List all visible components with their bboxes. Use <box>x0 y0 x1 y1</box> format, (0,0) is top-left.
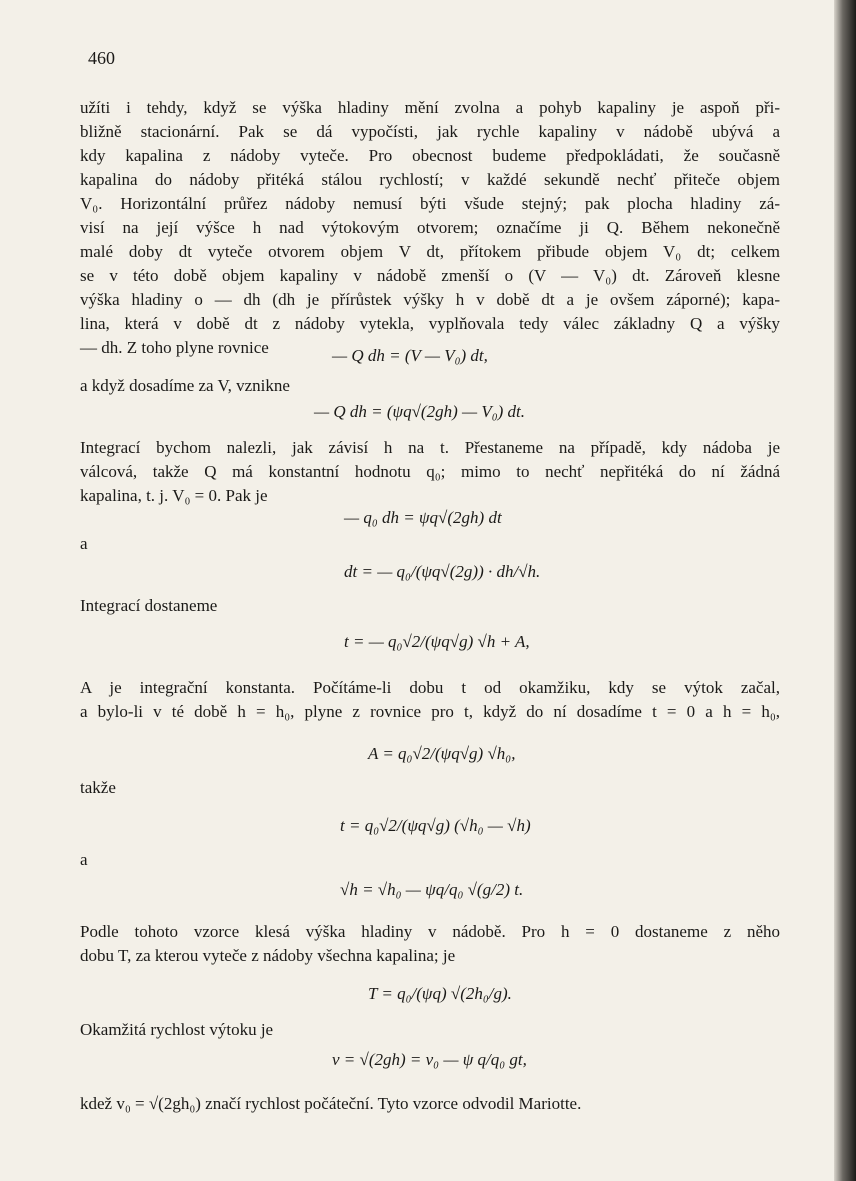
text-line: bližně stacionární. Pak se dá vypočísti, jak rychle kapaliny v nádobě ubývá a <box>80 122 780 141</box>
page-number: 460 <box>88 48 115 68</box>
equation-3: — q₀ dh = ψq√(2gh) dt <box>344 508 502 527</box>
text-line: Podle tohoto vzorce klesá výška hladiny v nádobě. Pro h = 0 dostaneme z něho <box>80 922 780 941</box>
text-line: a bylo-li v té době h = h₀, plyne z rovnice pro t, když do ní dosadíme t = 0 a h = h₀, <box>80 702 780 721</box>
equation-10: v = √(2gh) = v₀ — ψ q/q₀ gt, <box>332 1050 527 1069</box>
text-line: kdež v₀ = √(2gh₀) značí rychlost počáteční. Tyto vzorce odvodil Mariotte. <box>80 1094 582 1113</box>
text-line: užíti i tehdy, když se výška hladiny mění zvolna a pohyb kapaliny je aspoň při- <box>80 98 780 117</box>
text-line: A je integrační konstanta. Počítáme-li dobu t od okamžiku, kdy se výtok začal, <box>80 678 780 697</box>
equation-7: t = q₀√2/(ψq√g) (√h₀ — √h) <box>340 816 531 835</box>
text-line: Okamžitá rychlost výtoku je <box>80 1020 274 1039</box>
equation-9: T = q₀/(ψq) √(2h₀/g). <box>368 984 512 1003</box>
text-line: a když dosadíme za V, vznikne <box>80 376 290 395</box>
text-line: výška hladiny o — dh (dh je přírůstek výšky h v době dt a je ovšem záporné); kapa- <box>80 290 780 309</box>
text-line: Integrací bychom nalezli, jak závisí h na t. Přestaneme na případě, kdy nádoba je <box>80 438 780 457</box>
text-line: kapalina do nádoby přitéká stálou rychlostí; v každé sekundě nechť přiteče objem <box>80 170 780 189</box>
text-line: se v této době objem kapaliny v nádobě zmenší o (V — V₀) dt. Zároveň klesne <box>80 266 780 285</box>
text-line: lina, která v době dt z nádoby vytekla, vyplňovala tedy válec základny Q a výšky <box>80 314 780 333</box>
text-line: válcová, takže Q má konstantní hodnotu q₀; mimo to nechť nepřitéká do ní žádná <box>80 462 780 481</box>
equation-5: t = — q₀√2/(ψq√g) √h + A, <box>344 632 530 651</box>
equation-4: dt = — q₀/(ψq√(2g)) · dh/√h. <box>344 562 541 581</box>
text-line: dobu T, za kterou vyteče z nádoby všechna kapalina; je <box>80 946 456 965</box>
text-line: — dh. Z toho plyne rovnice <box>80 338 269 357</box>
text-line: malé doby dt vyteče otvorem objem V dt, přítokem přibude objem V₀ dt; celkem <box>80 242 780 261</box>
text-line: Integrací dostaneme <box>80 596 218 615</box>
equation-2: — Q dh = (ψq√(2gh) — V₀) dt. <box>314 402 526 421</box>
connector-a: a <box>80 534 88 553</box>
connector-a-2: a <box>80 850 88 869</box>
text-line: V₀. Horizontální průřez nádoby nemusí býti všude stejný; pak plocha hladiny zá- <box>80 194 780 213</box>
text-line: kdy kapalina z nádoby vyteče. Pro obecnost budeme předpokládati, že současně <box>80 146 780 165</box>
text-line: kapalina, t. j. V₀ = 0. Pak je <box>80 486 268 505</box>
equation-8: √h = √h₀ — ψq/q₀ √(g/2) t. <box>340 880 524 899</box>
text-line: visí na její výšce h nad výtokovým otvorem; označíme ji Q. Během nekonečně <box>80 218 780 237</box>
equation-6: A = q₀√2/(ψq√g) √h₀, <box>368 744 516 763</box>
page-binding-shadow <box>834 0 856 1181</box>
equation-1: — Q dh = (V — V₀) dt, <box>332 346 488 365</box>
connector-takze: takže <box>80 778 116 797</box>
